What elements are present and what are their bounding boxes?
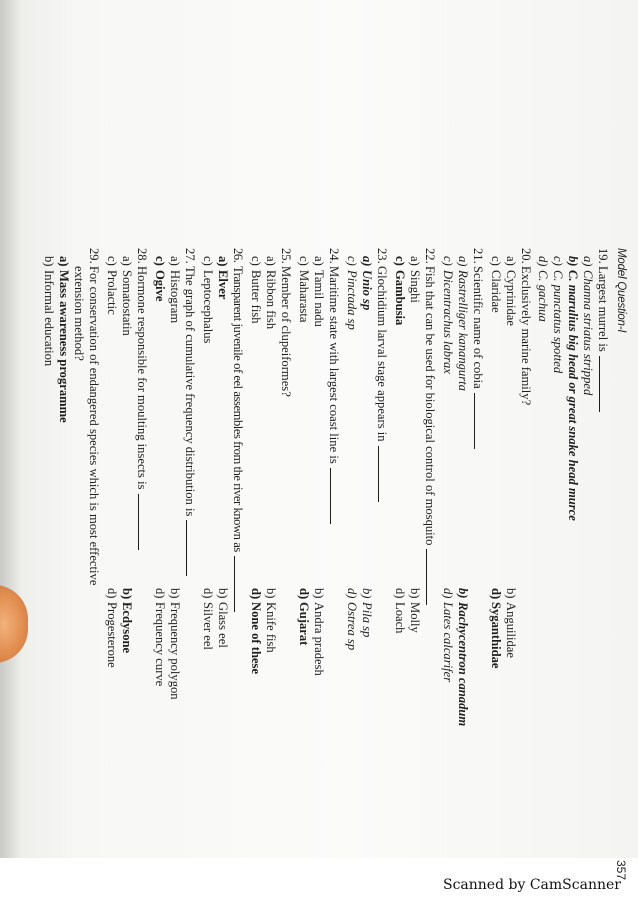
option-b: b)Rachycentron canadum: [456, 588, 470, 727]
answer-blank: [138, 494, 148, 550]
answer-blank: [426, 549, 436, 605]
question-26: 26.Transparent juvenile of eel assembles from the river known as: [230, 248, 245, 612]
answer-blank: [599, 356, 609, 412]
option-b: b)Informal education: [42, 256, 56, 367]
question-24: 24.Maritime state with largest coast line is: [326, 248, 341, 524]
option-d: d)C. gachua: [536, 256, 550, 322]
option-a: a)Ribbon fish: [264, 256, 278, 330]
option-a: a)Cyprinidae: [504, 256, 518, 326]
option-c: c)Gambusia: [393, 256, 407, 326]
option-b: b)Glass eel: [216, 588, 230, 648]
question-27: 27.The graph of cumulative frequency distribution is: [182, 248, 197, 576]
option-c: c)Ogive: [153, 256, 167, 302]
option-d: d)Ostrea sp: [345, 588, 359, 651]
option-b: b)Anguilidae: [504, 588, 518, 658]
option-a: a)Elver: [216, 256, 230, 300]
answer-blank: [234, 556, 244, 612]
question-23: 23.Glochidium larval stage appears in: [374, 248, 389, 502]
option-a: a)Rastrelliger kanangurta: [456, 256, 470, 391]
answer-blank: [330, 468, 340, 524]
camscanner-watermark: Scanned by CamScanner: [443, 877, 621, 893]
option-d: d)None of these: [249, 588, 263, 675]
answer-blank: [474, 393, 484, 449]
option-c: c)Maharasta: [297, 256, 311, 323]
option-d: d)Syganthidae: [489, 588, 503, 669]
option-c: c)Leptocephalus: [201, 256, 215, 344]
question-22: 22.Fish that can be used for biological control of mosquito: [422, 248, 437, 605]
option-b: b)Ecdysone: [120, 588, 134, 654]
chapter-header: Model Question-I: [615, 248, 627, 333]
option-c: c)Dicentrachus labrax: [441, 256, 455, 374]
option-c: c)C. punctatus spotted: [551, 256, 565, 374]
option-a: a)Tamil nadu: [312, 256, 326, 327]
option-a: a)Mass awareness programme: [57, 256, 71, 423]
option-b: b)Andra pradesh: [312, 588, 326, 676]
answer-blank: [186, 520, 196, 576]
option-a: a)Histogram: [168, 256, 182, 324]
question-19: 19.Largest murrel is: [595, 248, 610, 412]
option-c: c)Butter fish: [249, 256, 263, 324]
option-d: d)Loach: [393, 588, 407, 634]
option-b: b)Frequency polygon: [168, 588, 182, 700]
rotated-text-block: [8, 248, 628, 898]
option-b: b)Knife fish: [264, 588, 278, 653]
question-25: 25.Member of clupeiformes?: [279, 248, 293, 397]
option-d: d)Frequency curve: [153, 588, 167, 687]
option-a: a)Channa striatus stripped: [581, 256, 595, 396]
option-d: d)Silver eel: [201, 588, 215, 650]
option-a: a)Somatostatin: [120, 256, 134, 336]
option-b: b)Molly: [408, 588, 422, 633]
option-c: c)Pinctada sp: [345, 256, 359, 330]
option-c: c)Claridae: [489, 256, 503, 313]
option-b: b)C. marulius big head or great snake head murce: [566, 256, 580, 521]
question-28: 28.Hormone responsible for moulting insects is: [134, 248, 149, 550]
option-c: c)Prolactic: [105, 256, 119, 315]
option-d: d)Progesterone: [105, 588, 119, 668]
question-20: 20.Exclusively marine family?: [519, 248, 533, 406]
question-21: 21.Scientific name of cobia: [470, 248, 485, 449]
answer-blank: [378, 446, 388, 502]
option-b: b)Pila sp: [360, 588, 374, 638]
option-a: a)Unio sp: [360, 256, 374, 311]
question-29: 29.For conservation of endangered species which is most effective: [87, 248, 101, 586]
option-a: a)Singhi: [408, 256, 422, 303]
option-d: d)Gujarat: [297, 588, 311, 646]
option-d: d)Lates calcarifer: [441, 588, 455, 683]
question-29-continued: extension method?: [72, 266, 86, 361]
page-number: 357: [614, 860, 628, 881]
